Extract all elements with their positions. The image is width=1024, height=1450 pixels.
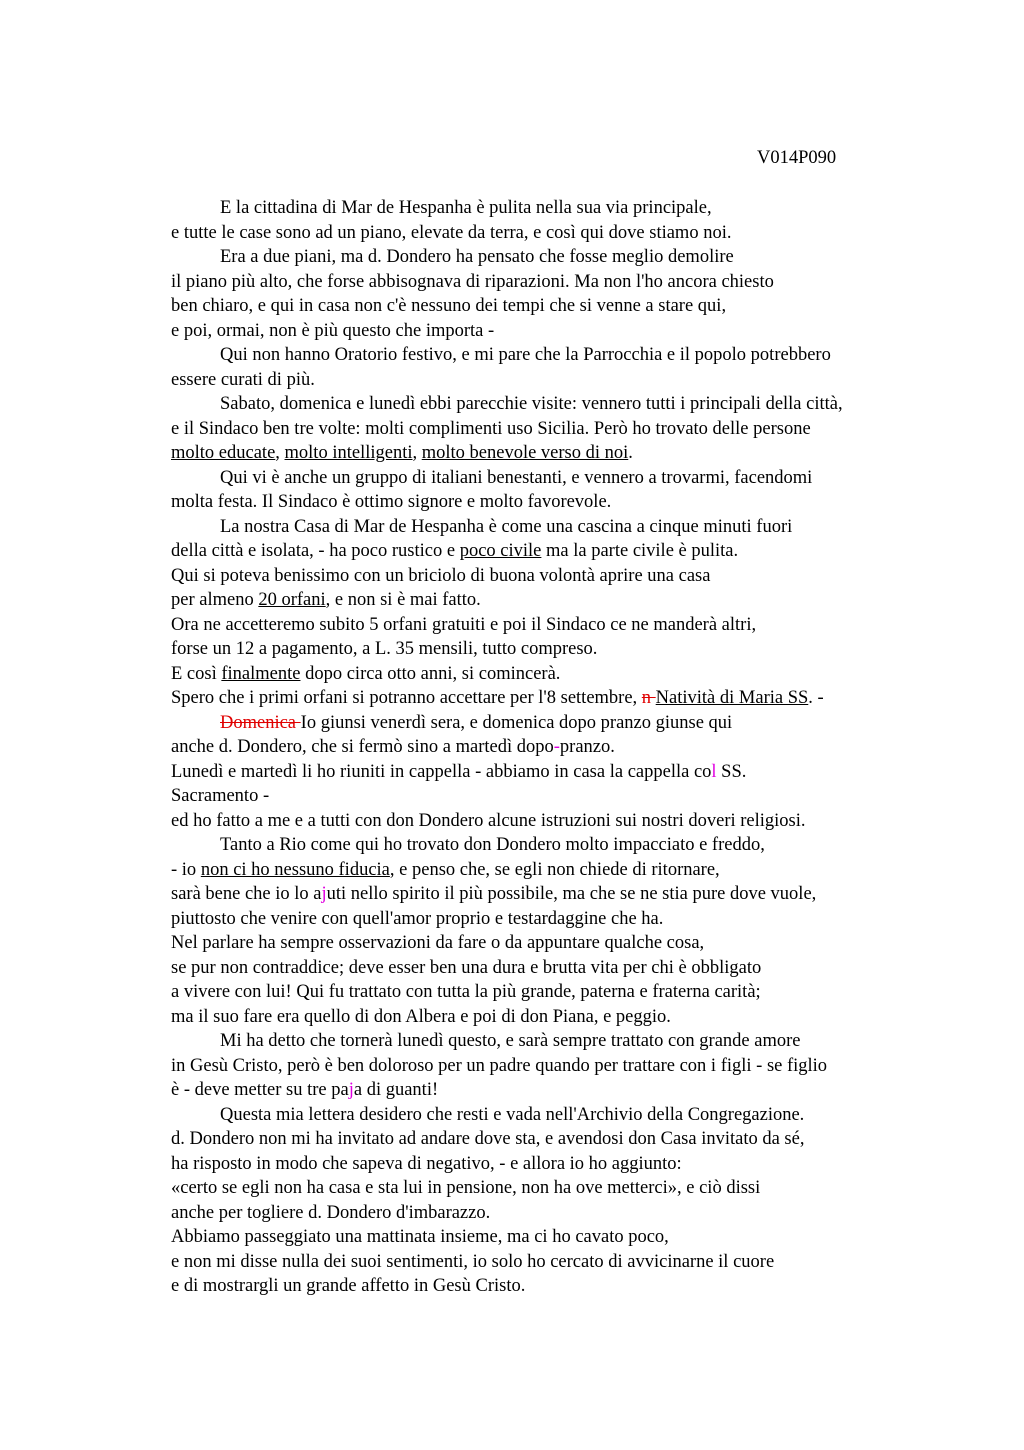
text-run: Qui vi è anche un gruppo di italiani benestanti, e vennero a trovarmi, facendomi — [220, 467, 813, 488]
underlined-text: non ci ho nessuno fiducia — [200, 859, 390, 880]
text-run: SS. — [716, 761, 747, 782]
text-line — [171, 245, 971, 270]
underlined-text: molto intelligenti — [284, 443, 413, 463]
letter-body — [171, 196, 971, 1299]
text-run: anche d. Dondero, che si fermò sino a martedì dopo — [171, 737, 554, 757]
text-run: uti nello spirito il più possibile, ma che se ne stia pure dove vuole, — [326, 884, 817, 904]
text-run: in Gesù Cristo, però è ben doloroso per un padre quando per trattare con i figli - se figlio — [171, 1055, 828, 1076]
text-line — [171, 490, 971, 515]
text-run: , — [412, 443, 422, 463]
text-line — [171, 882, 971, 907]
text-line — [171, 662, 971, 687]
text-run: d. Dondero non mi ha invitato ad andare dove sta, e avendosi don Casa invitato da sé, — [171, 1129, 805, 1149]
text-line — [171, 1127, 971, 1152]
text-line — [171, 221, 971, 246]
text-line — [171, 956, 971, 981]
text-run: Ora ne accetteremo subito 5 orfani gratuiti e poi il Sindaco ce ne manderà altri, — [171, 614, 757, 635]
text-run: piuttosto che venire con quell'amor proprio e testardaggine che ha. — [171, 908, 664, 929]
text-run: ma la parte civile è pulita. — [541, 541, 739, 561]
text-run: , e non si è mai fatto. — [325, 590, 481, 610]
text-line — [171, 1078, 971, 1103]
text-line — [171, 711, 971, 736]
text-line — [171, 270, 971, 295]
text-run: ben chiaro, e qui in casa non c'è nessuno dei tempi che si venne a stare qui, — [171, 296, 727, 316]
text-line — [171, 1225, 971, 1250]
underlined-text: Natività di Maria SS — [655, 688, 809, 708]
text-run: Qui si poteva benissimo con un briciolo di buona volontà aprire una casa — [171, 565, 711, 586]
underlined-text: 20 orfani — [258, 590, 326, 610]
text-run: ed ho fatto a me e a tutti con don Dondero alcune istruzioni sui nostri doveri religiosi. — [171, 810, 806, 831]
text-run: Io giunsi venerdì sera, e domenica dopo pranzo giunse qui — [300, 712, 733, 733]
correction-mark: - — [553, 737, 560, 757]
text-run: . — [628, 443, 633, 463]
text-line — [171, 1274, 971, 1299]
text-line — [171, 319, 971, 344]
text-line — [171, 466, 971, 491]
text-run: pranzo. — [559, 737, 615, 757]
text-run: - io — [171, 859, 201, 880]
text-run: il piano più alto, che forse abbisognava di riparazioni. Ma non l'ho ancora chiesto — [171, 271, 774, 292]
text-run: a vivere con lui! Qui fu trattato con tutta la più grande, paterna e fraterna carità; — [171, 982, 761, 1002]
text-line — [171, 686, 971, 711]
text-run: , — [275, 443, 285, 463]
text-run: Tanto a Rio come qui ho trovato don Dondero molto impacciato e freddo, — [220, 835, 765, 855]
text-line — [171, 343, 971, 368]
text-run: Spero che i primi orfani si potranno accettare per l'8 settembre, — [171, 688, 642, 708]
underlined-text: finalmente — [221, 663, 301, 684]
text-line — [171, 564, 971, 589]
text-line — [171, 858, 971, 883]
text-run: per almeno — [171, 590, 259, 610]
text-line — [171, 368, 971, 393]
text-run: Era a due piani, ma d. Dondero ha pensato che fosse meglio demolire — [220, 247, 734, 267]
text-line — [171, 931, 971, 956]
text-run: e tutte le case sono ad un piano, elevate da terra, e così qui dove stiamo noi. — [171, 222, 732, 243]
text-line — [171, 735, 971, 760]
text-line — [171, 980, 971, 1005]
text-run: forse un 12 a pagamento, a L. 35 mensili, tutto compreso. — [171, 639, 598, 659]
text-run: Nel parlare ha sempre osservazioni da fare o da appuntare qualche cosa, — [171, 933, 705, 953]
text-line — [171, 907, 971, 932]
text-line — [171, 1176, 971, 1201]
correction-mark: j — [348, 1080, 354, 1100]
text-run: Qui non hanno Oratorio festivo, e mi pare che la Parrocchia e il popolo potrebbero — [220, 345, 831, 365]
text-line — [171, 760, 971, 785]
text-line — [171, 809, 971, 834]
underlined-text: poco civile — [459, 541, 542, 561]
text-run: E la cittadina di Mar de Hespanha è pulita nella sua via principale, — [220, 198, 712, 218]
deleted-text: Domenica — [220, 712, 301, 733]
text-run: E così — [171, 663, 222, 684]
deleted-text: n — [641, 688, 656, 708]
text-run: Sabato, domenica e lunedì ebbi parecchie visite: vennero tutti i principali della città, — [220, 394, 843, 414]
text-line — [171, 294, 971, 319]
text-run: a di guanti! — [353, 1080, 439, 1100]
text-run: Questa mia lettera desidero che resti e vada nell'Archivio della Congregazione. — [220, 1104, 805, 1125]
text-run: La nostra Casa di Mar de Hespanha è come una cascina a cinque minuti fuori — [220, 516, 793, 537]
text-run: . - — [808, 688, 824, 708]
text-line — [171, 588, 971, 613]
text-run: Mi ha detto che tornerà lunedì questo, e sarà sempre trattato con grande amore — [220, 1031, 801, 1051]
underlined-text: molto benevole verso di noi — [421, 443, 629, 463]
text-run: sarà bene che io lo a — [171, 884, 322, 904]
text-line — [171, 539, 971, 564]
text-run: «certo se egli non ha casa e sta lui in pensione, non ha ove metterci», e ciò dissi — [171, 1178, 761, 1198]
text-run: Lunedì e martedì li ho riuniti in cappella - abbiamo in casa la cappella co — [171, 761, 712, 782]
text-line — [171, 1201, 971, 1226]
text-run: , e penso che, se egli non chiede di ritornare, — [389, 859, 720, 880]
text-line — [171, 1250, 971, 1275]
text-line — [171, 637, 971, 662]
text-line — [171, 613, 971, 638]
text-line — [171, 515, 971, 540]
text-line — [171, 392, 971, 417]
text-run: dopo circa otto anni, si comincerà. — [300, 663, 561, 684]
text-run: se pur non contraddice; deve esser ben una dura e brutta vita per chi è obbligato — [171, 957, 762, 978]
text-line — [171, 1054, 971, 1079]
text-run: ha risposto in modo che sapeva di negativo, - e allora io ho aggiunto: — [171, 1153, 682, 1174]
text-run: anche per togliere d. Dondero d'imbarazzo. — [171, 1202, 491, 1223]
correction-mark: l — [711, 761, 717, 782]
text-run: molta festa. Il Sindaco è ottimo signore e molto favorevole. — [171, 492, 612, 512]
correction-mark: j — [321, 884, 327, 904]
text-line — [171, 1029, 971, 1054]
text-line — [171, 1005, 971, 1030]
text-run: Sacramento - — [171, 786, 270, 806]
text-run: e non mi disse nulla dei suoi sentimenti, io solo ho cercato di avvicinarne il cuore — [171, 1251, 775, 1272]
text-run: e poi, ormai, non è più questo che importa - — [171, 320, 495, 341]
text-line — [171, 784, 971, 809]
text-run: della città e isolata, - ha poco rustico e — [171, 541, 460, 561]
text-run: e di mostrargli un grande affetto in Gesù Cristo. — [171, 1276, 526, 1296]
text-run: è - deve metter su tre pa — [171, 1080, 349, 1100]
text-line — [171, 1103, 971, 1128]
text-line — [171, 441, 971, 466]
text-run: Abbiamo passeggiato una mattinata insieme, ma ci ho cavato poco, — [171, 1227, 669, 1247]
underlined-text: molto educate — [171, 443, 276, 463]
text-line — [171, 196, 971, 221]
page-identifier: V014P090 — [757, 148, 837, 168]
text-line — [171, 1152, 971, 1177]
text-run: essere curati di più. — [171, 369, 315, 390]
text-run: e il Sindaco ben tre volte: molti complimenti uso Sicilia. Però ho trovato delle persone — [171, 418, 811, 439]
text-line — [171, 417, 971, 442]
text-line — [171, 833, 971, 858]
text-run: ma il suo fare era quello di don Albera e poi di don Piana, e peggio. — [171, 1006, 671, 1027]
